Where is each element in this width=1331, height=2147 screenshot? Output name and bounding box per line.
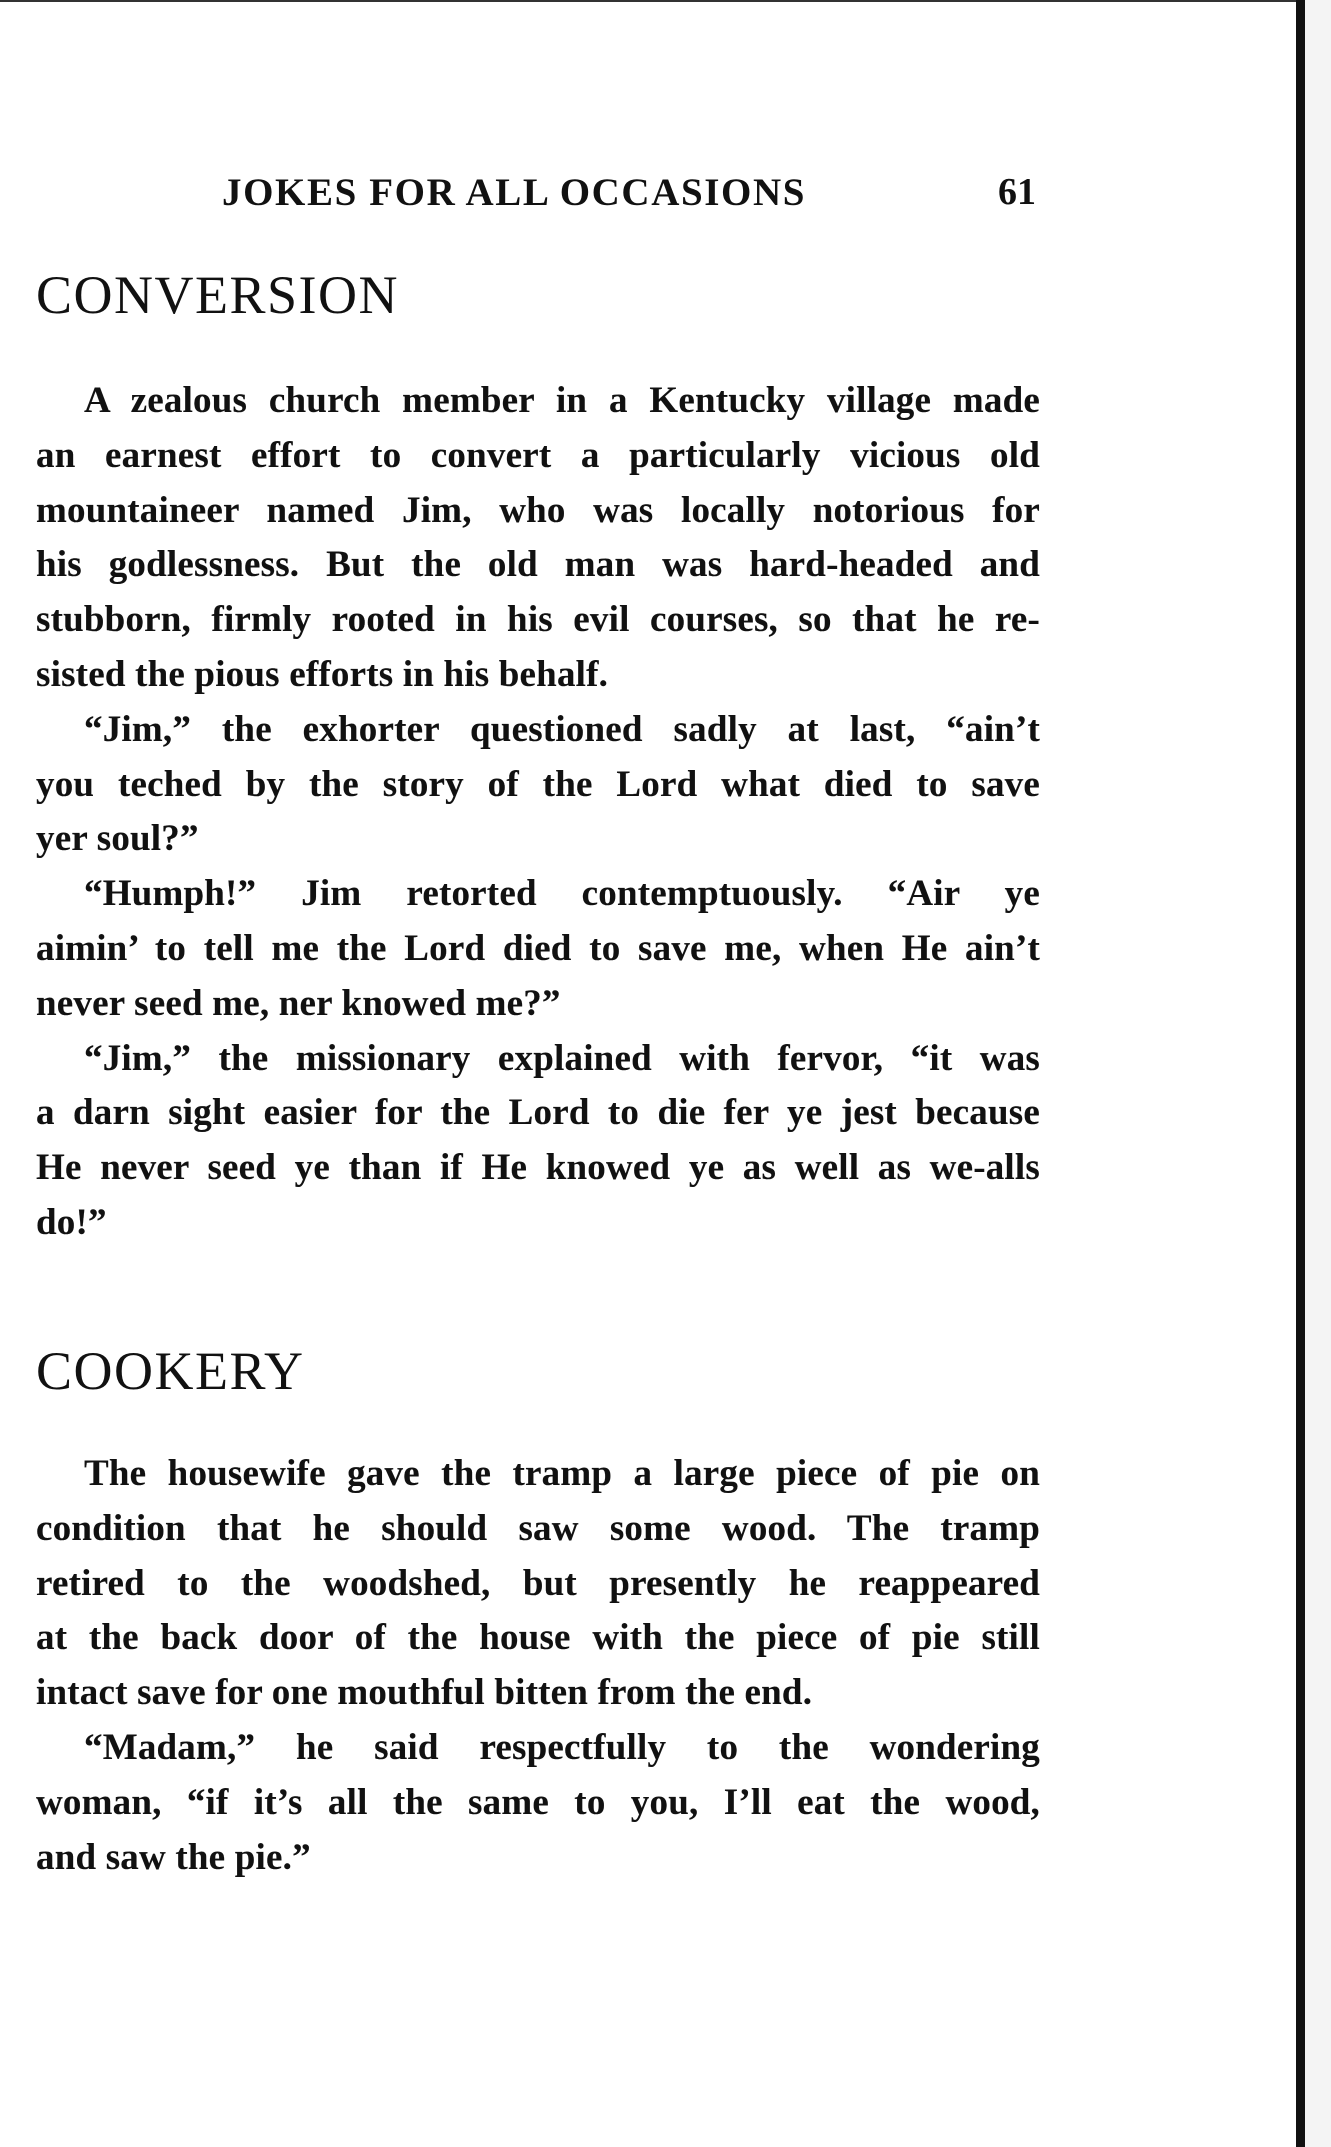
text-line: and saw the pie.” — [36, 1836, 311, 1878]
section-title-cookery: COOKERY — [36, 1341, 305, 1401]
text-line: do!” — [36, 1201, 107, 1243]
section-title-conversion: CONVERSION — [36, 265, 400, 325]
text-line: intact save for one mouthful bitten from the end. — [36, 1672, 813, 1714]
text-line: an earnest effort to convert a particularly vicious old — [36, 434, 1040, 476]
text-line: aimin’ to tell me the Lord died to save me, when He ain’t — [36, 927, 1040, 969]
page-margin — [1305, 0, 1331, 2147]
text-line: A zealous church member in a Kentucky village made — [84, 380, 1040, 421]
text-line: He never seed ye than if He knowed ye as well as we-alls — [36, 1147, 1040, 1189]
text-line: sisted the pious efforts in his behalf. — [36, 653, 609, 695]
paragraph — [36, 374, 1040, 703]
paragraph — [36, 1447, 1040, 1721]
paragraph — [36, 703, 1040, 867]
page-edge-shadow — [1296, 0, 1305, 2147]
text-line: retired to the woodshed, but presently he reappeared — [36, 1562, 1040, 1604]
text-line: woman, “if it’s all the same to you, I’ll eat the wood, — [36, 1781, 1040, 1823]
text-line: The housewife gave the tramp a large piece of pie on — [84, 1453, 1040, 1494]
text-line: a darn sight easier for the Lord to die fer ye jest because — [36, 1092, 1040, 1134]
section-body-conversion — [36, 374, 1040, 1251]
text-line: “Humph!” Jim retorted contemptuously. “Air ye — [84, 873, 1040, 915]
paragraph — [36, 1721, 1040, 1885]
paragraph — [36, 1032, 1040, 1251]
text-line: “Madam,” he said respectfully to the wondering — [84, 1726, 1040, 1768]
text-line: yer soul?” — [36, 818, 199, 860]
text-line: his godlessness. But the old man was hard-headed and — [36, 544, 1040, 586]
paragraph — [36, 867, 1040, 1031]
text-line: at the back door of the house with the piece of pie still — [36, 1617, 1040, 1659]
section-body-cookery — [36, 1447, 1040, 1885]
text-line: condition that he should saw some wood. The tramp — [36, 1507, 1040, 1549]
text-line: “Jim,” the exhorter questioned sadly at last, “ain’t — [84, 708, 1040, 750]
page-top-border — [0, 0, 1300, 2]
text-line: you teched by the story of the Lord what died to save — [36, 763, 1040, 805]
text-line: stubborn, firmly rooted in his evil courses, so that he re- — [36, 599, 1040, 641]
page-number: 61 — [998, 171, 1036, 213]
running-title: JOKES FOR ALL OCCASIONS — [222, 171, 807, 214]
text-line: “Jim,” the missionary explained with fervor, “it was — [84, 1037, 1040, 1079]
text-line: never seed me, ner knowed me?” — [36, 982, 561, 1024]
text-line: mountaineer named Jim, who was locally notorious for — [36, 489, 1040, 531]
